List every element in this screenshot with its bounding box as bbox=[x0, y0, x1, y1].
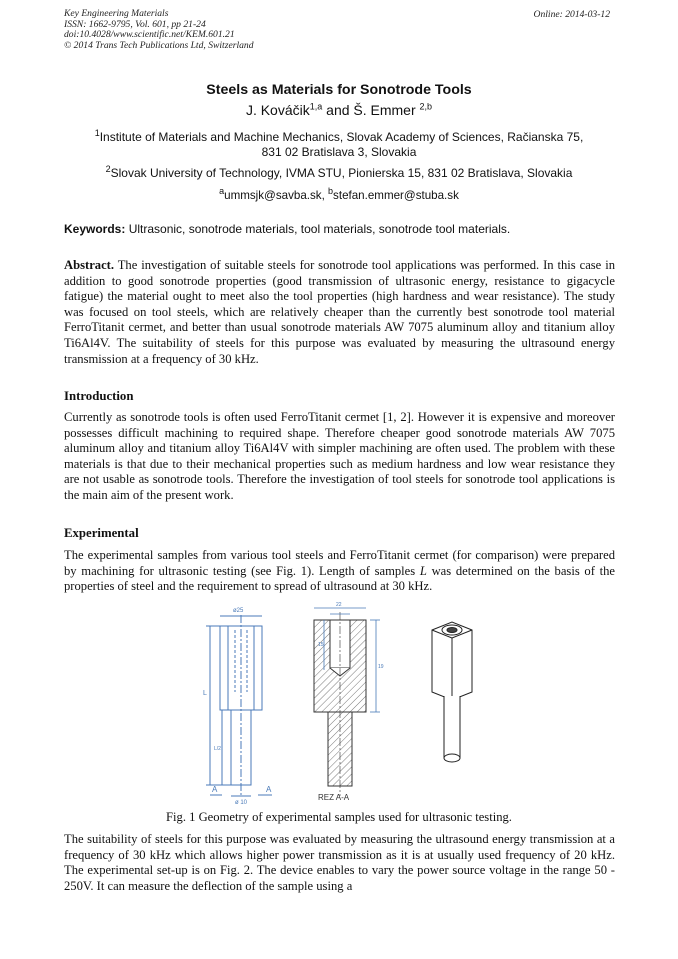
front-view bbox=[206, 615, 272, 796]
affiliation-2 bbox=[60, 166, 618, 181]
author-2: Š. Emmer bbox=[353, 102, 420, 118]
abstract-label: Abstract. bbox=[64, 258, 115, 272]
author-2-sup: 2,b bbox=[419, 101, 433, 112]
experimental-text-2: was determined on the basis of the properties of steel and the requirement to spread of ultrasound at 30 kHz. bbox=[64, 563, 615, 594]
dim-top-left: ø25 bbox=[233, 608, 244, 614]
running-header bbox=[64, 9, 254, 51]
experimental-heading: Experimental bbox=[64, 526, 139, 540]
abstract bbox=[64, 258, 615, 367]
section-mark-a2: A bbox=[266, 785, 272, 794]
section-mark-a1: A bbox=[212, 785, 218, 794]
email-a-sup: a bbox=[219, 186, 225, 197]
email-line bbox=[0, 186, 678, 202]
figure-1-caption: Fig. 1 Geometry of experimental samples used for ultrasonic testing. bbox=[166, 810, 512, 824]
paper-title: Steels as Materials for Sonotrode Tools bbox=[206, 82, 472, 98]
email-b: stefan.emmer@stuba.sk bbox=[333, 189, 459, 202]
online-date: Online: 2014-03-12 bbox=[533, 9, 610, 20]
author-and: and bbox=[322, 102, 354, 118]
section-view bbox=[314, 612, 366, 796]
author-1: J. Kováčik bbox=[245, 102, 310, 118]
email-a: ummsjk@savba.sk, bbox=[224, 189, 329, 202]
copyright: © 2014 Trans Tech Publications Ltd, Switzerland bbox=[64, 39, 254, 51]
author-line bbox=[0, 102, 678, 118]
author-1-sup: 1,a bbox=[309, 101, 323, 112]
dim-bottom-left: ø 10 bbox=[235, 800, 248, 805]
abstract-text: The investigation of suitable steels for sonotrode tool applications was performed. In this case in addition to good sonotrode properties (good transmission of ultrasonic energy, resistance to gigacycle fatigue) the material ought to meet also the tool properties (high hardness and wear resistance). The study was focused on tool steels, which are relatively cheaper than the currently best sonotrode tool material FerroTitanit cermet, and better than usual sonotrode materials AW 7075 aluminum alloy and titanium alloy Ti6Al4V. The suitability of steels for this purpose was evaluated by measuring the ultrasound energy transmission at a frequency of 30 kHz. bbox=[64, 258, 615, 366]
aff1-sup: 1 bbox=[94, 128, 100, 138]
journal-name: Key Engineering Materials bbox=[64, 8, 169, 19]
aff2-text: Slovak University of Technology, IVMA STU, Pionierska 15, 831 02 Bratislava, Slovakia bbox=[110, 166, 573, 180]
dim-shaft: L/2 bbox=[214, 746, 221, 752]
figure-1-drawing bbox=[200, 600, 490, 805]
aff2-sup: 2 bbox=[105, 164, 111, 174]
keywords-text: Ultrasonic, sonotrode materials, tool materials, sonotrode tool materials. bbox=[125, 222, 511, 236]
variable-L: L bbox=[419, 563, 427, 578]
issn: ISSN: 1662-9795, Vol. 601, pp 21-24 bbox=[64, 18, 206, 30]
doi: doi:10.4028/www.scientific.net/KEM.601.21 bbox=[64, 29, 235, 41]
aff1-line2: 831 02 Bratislava 3, Slovakia bbox=[261, 145, 417, 159]
section-label: REZ A-A bbox=[318, 793, 350, 802]
introduction-text: Currently as sonotrode tools is often used FerroTitanit cermet [1, 2]. However it is expensive and moreover possesses difficult machining to required shape. Therefore cheaper good sonotrode materials AW 7075 aluminum alloy and titanium alloy Ti6Al4V with simpler machining are often used. The problem with these materials is that due to their mechanical properties such as medium hardness and low wear resistance they are not usable as sonotrode tools. Therefore the investigation of tool steels for sonotrode tool applications is the main aim of the present work. bbox=[64, 410, 615, 502]
isometric-view bbox=[432, 622, 472, 762]
experimental-text-1: The experimental samples from various tool steels and FerroTitanit cermet (for comparison) were prepared by machining for ultrasonic testing (see Fig. 1). Length of samples bbox=[64, 548, 615, 578]
continuation-text: The suitability of steels for this purpose was evaluated by measuring the ultrasound energy transmission at a frequency of 30 kHz which allows higher power transmission as it is at usually used frequency of 20 kHz. The experimental set-up is on Fig. 2. The device enables to vary the power source voltage in the range 50 - 250V. It can measure the deflection of the sample using a bbox=[64, 832, 615, 893]
keywords bbox=[64, 222, 620, 236]
affiliation-1 bbox=[60, 130, 618, 160]
dim-right-1: 19 bbox=[378, 664, 384, 670]
email-b-sup: b bbox=[328, 186, 334, 197]
dim-right-2: 15 bbox=[318, 642, 324, 648]
dim-top-right: 22 bbox=[336, 602, 342, 608]
introduction-heading: Introduction bbox=[64, 389, 134, 403]
experimental-text bbox=[64, 548, 615, 595]
dim-length: L bbox=[203, 690, 207, 697]
aff1-line1: Institute of Materials and Machine Mechanics, Slovak Academy of Sciences, Račianska 75, bbox=[99, 130, 584, 144]
keywords-label: Keywords: bbox=[64, 222, 126, 236]
